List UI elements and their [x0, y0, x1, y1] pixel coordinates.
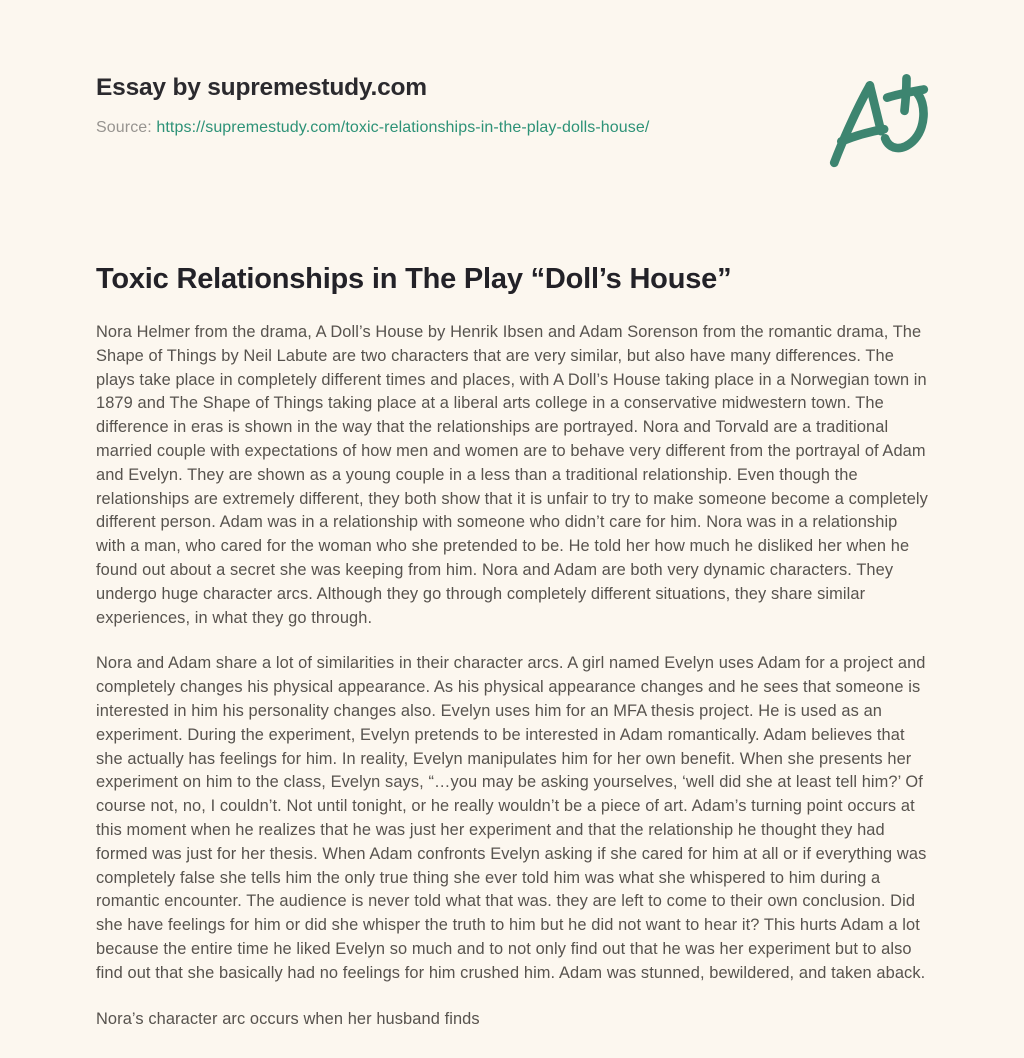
essay-body [0, 260, 1024, 1031]
a-plus-logo-icon [822, 68, 934, 170]
header-text-block [96, 68, 649, 137]
page-header [0, 0, 1024, 170]
essay-paragraph-2: Nora and Adam share a lot of similarities in their character arcs. A girl named Evelyn uses Adam for a project and completely changes his physical appearance. As his physical appearance changes and he sees that someone is interested in him his personality changes also. Evelyn uses him for an MFA thesis project. He is used as an experiment. During the experiment, Evelyn pretends to be interested in Adam romantically. Adam believes that she actually has feelings for him. In reality, Evelyn manipulates him for her own benefit. When she presents her experiment on him to the class, Evelyn says, “…you may be asking yourselves, ‘well did she at least tell him?’ Of course not, no, I couldn’t. Not until tonight, or he really wouldn’t be a piece of art. Adam’s turning point occurs at this moment when he realizes that he was just her experiment and that the relationship he thought they had formed was just for her thesis. When Adam confronts Evelyn asking if she cared for him at all or if everything was completely false she tells him the only true thing she ever told him was what she whispered to him during a romantic encounter. The audience is never told what that was. they are left to come to their own conclusion. Did she have feelings for him or did she whisper the truth to him but he did not want to hear it? This hurts Adam a lot because the entire time he liked Evelyn so much and to not only find out that he was her experiment but to also find out that she basically had no feelings for him crushed him. Adam was stunned, bewildered, and taken aback. [96, 654, 927, 982]
source-label: Source: [96, 119, 152, 136]
supremestudy-logo [822, 68, 934, 170]
essay-paragraph-3: Nora’s character arc occurs when her husband finds [96, 1009, 480, 1028]
site-heading: Essay by supremestudy.com [96, 74, 427, 101]
source-line [96, 119, 649, 137]
source-link[interactable]: https://supremestudy.com/toxic-relationships-in-the-play-dolls-house/ [156, 119, 650, 136]
essay-paragraph-1: Nora Helmer from the drama, A Doll’s House by Henrik Ibsen and Adam Sorenson from the romantic drama, The Shape of Things by Neil Labute are two characters that are very similar, but also have many differences. The plays take place in completely different times and places, with A Doll’s House taking place in a Norwegian town in 1879 and The Shape of Things taking place at a liberal arts college in a conservative midwestern town. The difference in eras is shown in the way that the relationships are portrayed. Nora and Torvald are a traditional married couple with expectations of how men and women are to behave very different from the portrayal of Adam and Evelyn. They are shown as a young couple in a less than a traditional relationship. Even though the relationships are extremely different, they both show that it is unfair to try to make someone become a completely different person. Adam was in a relationship with someone who didn’t care for him. Nora was in a relationship with a man, who cared for the woman who she pretended to be. He told her how much he disliked her when he found out about a secret she was keeping from him. Nora and Adam are both very dynamic characters. They undergo huge character arcs. Although they go through completely different situations, they share similar experiences, in what they go through. [96, 323, 928, 627]
essay-title: Toxic Relationships in The Play “Doll’s House” [96, 263, 732, 295]
